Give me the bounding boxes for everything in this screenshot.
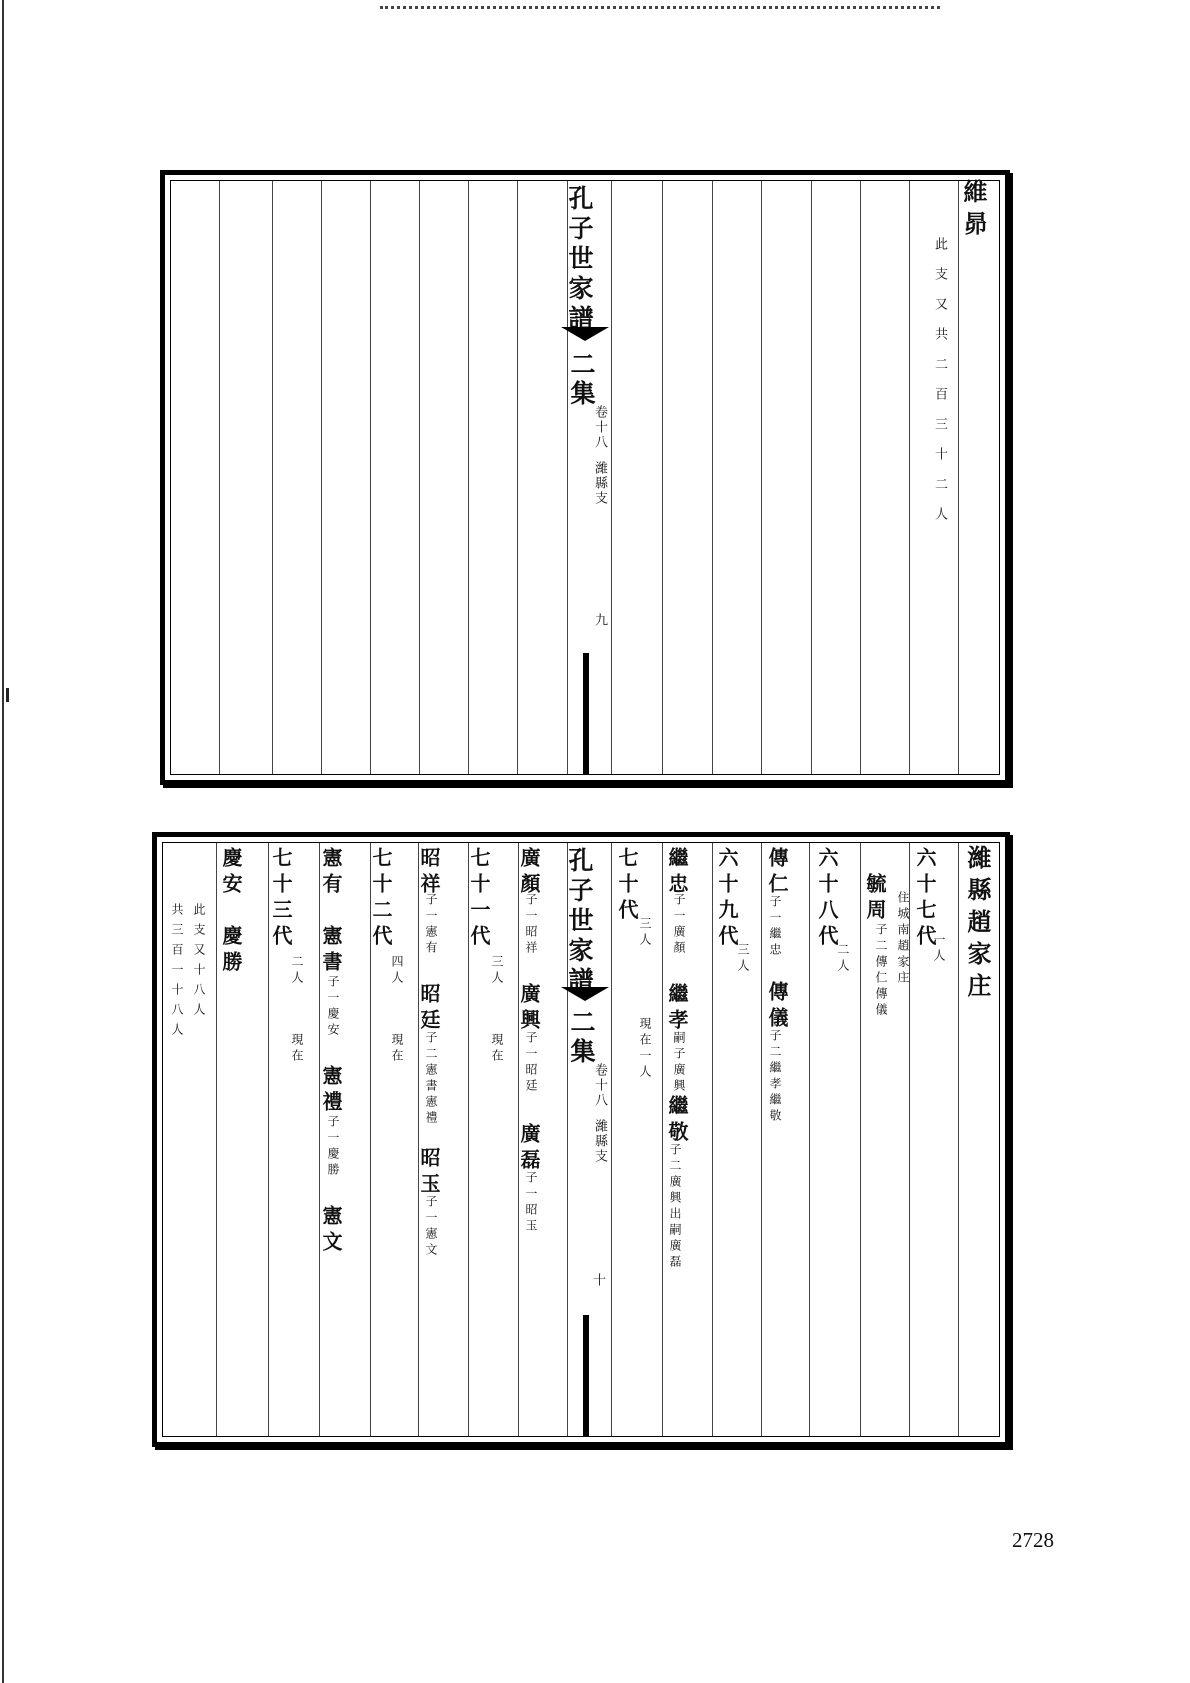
collection-label: 二集 (567, 1009, 596, 1067)
gen71-status: 現在 (490, 1033, 504, 1065)
person-name: 昭廷 (417, 983, 441, 1035)
person-name: 憲禮 (319, 1065, 343, 1117)
person-name: 昭玉 (417, 1147, 441, 1199)
gen72-heading: 七十二代 (369, 847, 393, 951)
place-title: 濰縣趙家庄 (963, 845, 992, 1005)
book-title: 孔子世家譜 (565, 185, 594, 335)
person-name: 廣磊 (517, 1123, 541, 1175)
person-name: 慶安 (219, 847, 243, 899)
person-note: 子二廣興出嗣廣磊 (668, 1143, 682, 1271)
volume-label: 卷十八 (592, 1063, 607, 1108)
column-rule (662, 181, 663, 774)
person-note: 子一廣顏 (672, 893, 686, 957)
person-name: 廣興 (517, 983, 541, 1035)
gen72-count: 四人 (390, 955, 404, 987)
scan-noise (380, 6, 940, 21)
branch-label: 濰縣支 (592, 1119, 607, 1164)
total-line-a: 此支又十八人 (192, 903, 206, 1023)
column-rule (958, 181, 959, 774)
gen70-count: 三人 (638, 917, 652, 949)
gen69-heading: 六十九代 (715, 847, 739, 951)
column-rule (761, 843, 762, 1436)
leaf-number: 十 (590, 1273, 605, 1288)
person-name: 憲有 (319, 847, 343, 899)
gen73-status: 現在 (290, 1033, 304, 1065)
column-rule (272, 181, 273, 774)
person-note: 子二憲書憲禮 (424, 1031, 438, 1127)
person-name: 憲文 (319, 1205, 343, 1257)
column-rule (860, 843, 861, 1436)
fold-bar (583, 653, 589, 775)
collection-label: 二集 (567, 351, 596, 409)
person-name: 廣顏 (517, 847, 541, 899)
name-weiang: 維昴 (959, 179, 988, 243)
scan-edge (2, 0, 4, 1683)
upper-page (160, 170, 1010, 785)
total-line-b: 共三百一十八人 (170, 903, 184, 1043)
gen67-heading: 六十七代 (913, 847, 937, 951)
gen67-count: 一人 (932, 933, 946, 965)
person-note: 子一昭祥 (524, 893, 538, 957)
person-note: 住城南趙家庄 (896, 891, 910, 987)
gen73-count: 二人 (290, 955, 304, 987)
person-note: 子一慶安 (326, 975, 340, 1039)
gen73-heading: 七十三代 (269, 847, 293, 951)
gen70-heading: 七十代 (615, 847, 639, 925)
person-name: 慶勝 (219, 925, 243, 977)
column-rule (419, 181, 420, 774)
person-name: 繼孝 (665, 983, 689, 1035)
volume-label: 卷十八 (592, 405, 607, 450)
column-rule (958, 843, 959, 1436)
column-rule (860, 181, 861, 774)
person-name: 憲書 (319, 925, 343, 977)
fold-fishtail (561, 327, 609, 341)
page-number: 2728 (1012, 1528, 1054, 1552)
person-note: 子二傳仁傳儀 (874, 923, 888, 1019)
total-note: 此支又共二百三十二人 (932, 237, 947, 537)
fold-bar (583, 1315, 589, 1437)
lower-page (152, 832, 1010, 1447)
person-name: 昭祥 (417, 847, 441, 899)
column-rule (909, 181, 910, 774)
person-name: 傳仁 (765, 847, 789, 899)
fold-rule-right (611, 843, 612, 1436)
gen71-heading: 七十一代 (467, 847, 491, 951)
person-note: 子一昭廷 (524, 1031, 538, 1095)
gen69-count: 三人 (736, 943, 750, 975)
column-rule (662, 843, 663, 1436)
scan-mark (6, 688, 9, 702)
column-rule (761, 181, 762, 774)
person-note: 子一繼忠 (768, 895, 782, 959)
person-note: 子一憲文 (424, 1195, 438, 1259)
leaf-number: 九 (592, 613, 607, 628)
gen68-heading: 六十八代 (815, 847, 839, 951)
person-note: 子二繼孝繼敬 (768, 1029, 782, 1125)
column-rule (809, 843, 810, 1436)
person-name: 繼敬 (665, 1095, 689, 1147)
person-name: 繼忠 (665, 847, 689, 899)
column-rule (468, 181, 469, 774)
branch-label: 濰縣支 (592, 461, 607, 506)
column-rule (321, 181, 322, 774)
column-rule (370, 181, 371, 774)
column-rule (517, 181, 518, 774)
person-note: 嗣子廣興 (672, 1031, 686, 1095)
column-rule (712, 843, 713, 1436)
gen71-count: 三人 (490, 955, 504, 987)
person-note: 子一慶勝 (326, 1115, 340, 1179)
person-note: 子一昭玉 (524, 1171, 538, 1235)
gen68-count: 二人 (836, 943, 850, 975)
fold-fishtail (561, 987, 609, 1001)
person-name: 傳儀 (765, 981, 789, 1033)
book-title: 孔子世家譜 (565, 847, 594, 997)
column-rule (712, 181, 713, 774)
gen72-status: 現在 (390, 1033, 404, 1065)
column-rule (418, 843, 419, 1436)
person-note: 子一憲有 (424, 893, 438, 957)
gen70-status: 現在一人 (638, 1017, 652, 1081)
fold-rule-right (611, 181, 612, 774)
column-rule (219, 181, 220, 774)
column-rule (216, 843, 217, 1436)
column-rule (811, 181, 812, 774)
person-name: 毓周 (863, 873, 887, 925)
